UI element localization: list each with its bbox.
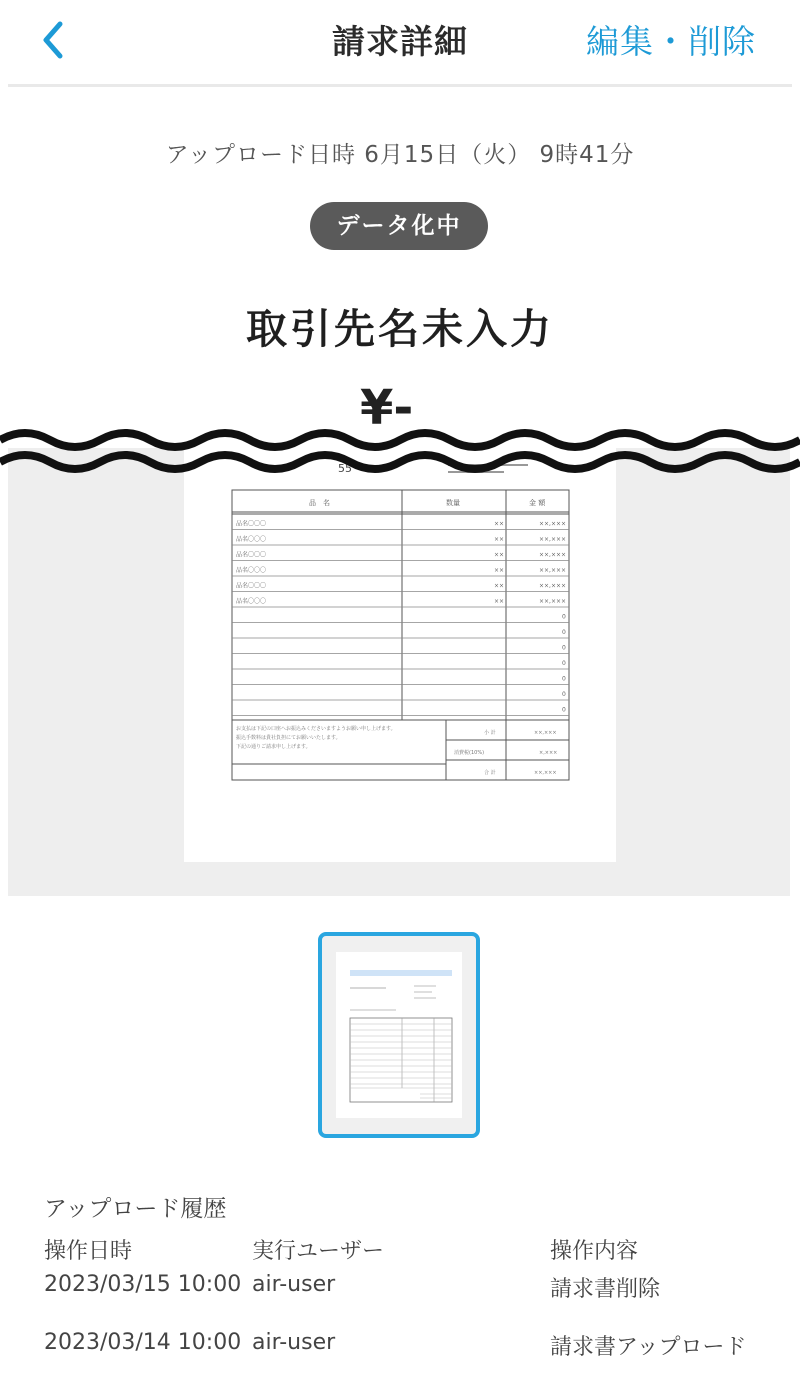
page-title: 請求詳細 [332,22,468,61]
preview-row-name: 品名〇〇〇 [236,551,267,559]
preview-row-zero: 0 [562,629,566,636]
app-header [0,0,800,86]
svg-text:お支払は下記の口座へお振込みくださいますようお願い申し上げま: お支払は下記の口座へお振込みくださいますようお願い申し上げます。 [236,726,396,732]
preview-row-amount: ××,××× [539,582,567,590]
page-thumbnail[interactable] [318,932,480,1138]
document-company-name: 55 [338,462,352,475]
preview-row-qty: ×× [494,551,505,559]
svg-text:振込手数料は貴社負担にてお願いいたします。: 振込手数料は貴社負担にてお願いいたします。 [236,735,341,741]
preview-row-amount: ××,××× [539,598,567,605]
svg-text:数量: 数量 [446,499,460,507]
thumbnail-page [336,952,462,1118]
vendor-name: 取引先名未入力 [246,305,554,353]
invoice-amount: ¥- [360,380,414,436]
preview-row-zero: 0 [562,660,566,667]
svg-text:消費税(10%): 消費税(10%) [454,750,485,756]
history-col-action: 操作内容 [550,1239,639,1264]
edit-delete-button[interactable]: 編集・削除 [586,22,756,61]
preview-row-zero: 0 [562,644,566,652]
upload-datetime: アップロード日時 6月15日（火） 9時41分 [165,142,635,168]
document-preview[interactable] [8,448,790,896]
svg-text:小 計: 小 計 [484,730,496,736]
history-row-action: 請求書削除 [550,1277,661,1302]
preview-row-amount: ××,××× [539,520,567,528]
history-col-user: 実行ユーザー [252,1239,385,1264]
preview-row-qty: ×× [494,520,505,528]
svg-text:品 名: 品 名 [309,499,330,507]
preview-row-zero: 0 [562,706,566,714]
preview-row-qty: ×× [494,536,505,543]
preview-row-name: 品名〇〇〇 [236,567,267,574]
preview-row-name: 品名〇〇〇 [236,520,267,528]
thumbnail-document-graphic [336,952,462,1118]
svg-text:××,×××: ××,××× [534,730,557,736]
history-row-user: air-user [252,1330,336,1355]
preview-row-amount: ××,××× [539,567,567,574]
svg-text:合 計: 合 計 [484,770,496,776]
preview-row-zero: 0 [562,613,566,621]
svg-text:××,×××: ××,××× [534,770,557,776]
preview-row-qty: ×× [494,567,505,574]
history-row-datetime: 2023/03/14 10:00 [44,1330,242,1355]
invoice-table [184,448,616,862]
history-row-action: 請求書アップロード [550,1335,747,1360]
header-divider [8,84,792,87]
svg-text:下記の通りご請求申し上げます。: 下記の通りご請求申し上げます。 [236,744,311,750]
preview-row-name: 品名〇〇〇 [236,582,267,590]
preview-row-name: 品名〇〇〇 [236,536,267,543]
preview-row-zero: 0 [562,675,566,683]
preview-row-qty: ×× [494,598,505,605]
status-badge: データ化中 [310,202,488,250]
preview-row-qty: ×× [494,582,505,590]
history-row-user: air-user [252,1272,336,1297]
wave-divider [0,418,800,484]
document-page [184,448,616,862]
svg-text:金 額: 金 額 [529,499,546,507]
history-title: アップロード履歴 [44,1196,227,1222]
preview-row-zero: 0 [562,691,566,698]
history-col-datetime: 操作日時 [44,1239,133,1264]
history-row-datetime: 2023/03/15 10:00 [44,1272,242,1297]
preview-row-amount: ××,××× [539,551,567,559]
preview-row-amount: ××,××× [539,536,567,543]
svg-text:×,×××: ×,××× [539,750,558,756]
preview-row-name: 品名〇〇〇 [236,598,267,605]
